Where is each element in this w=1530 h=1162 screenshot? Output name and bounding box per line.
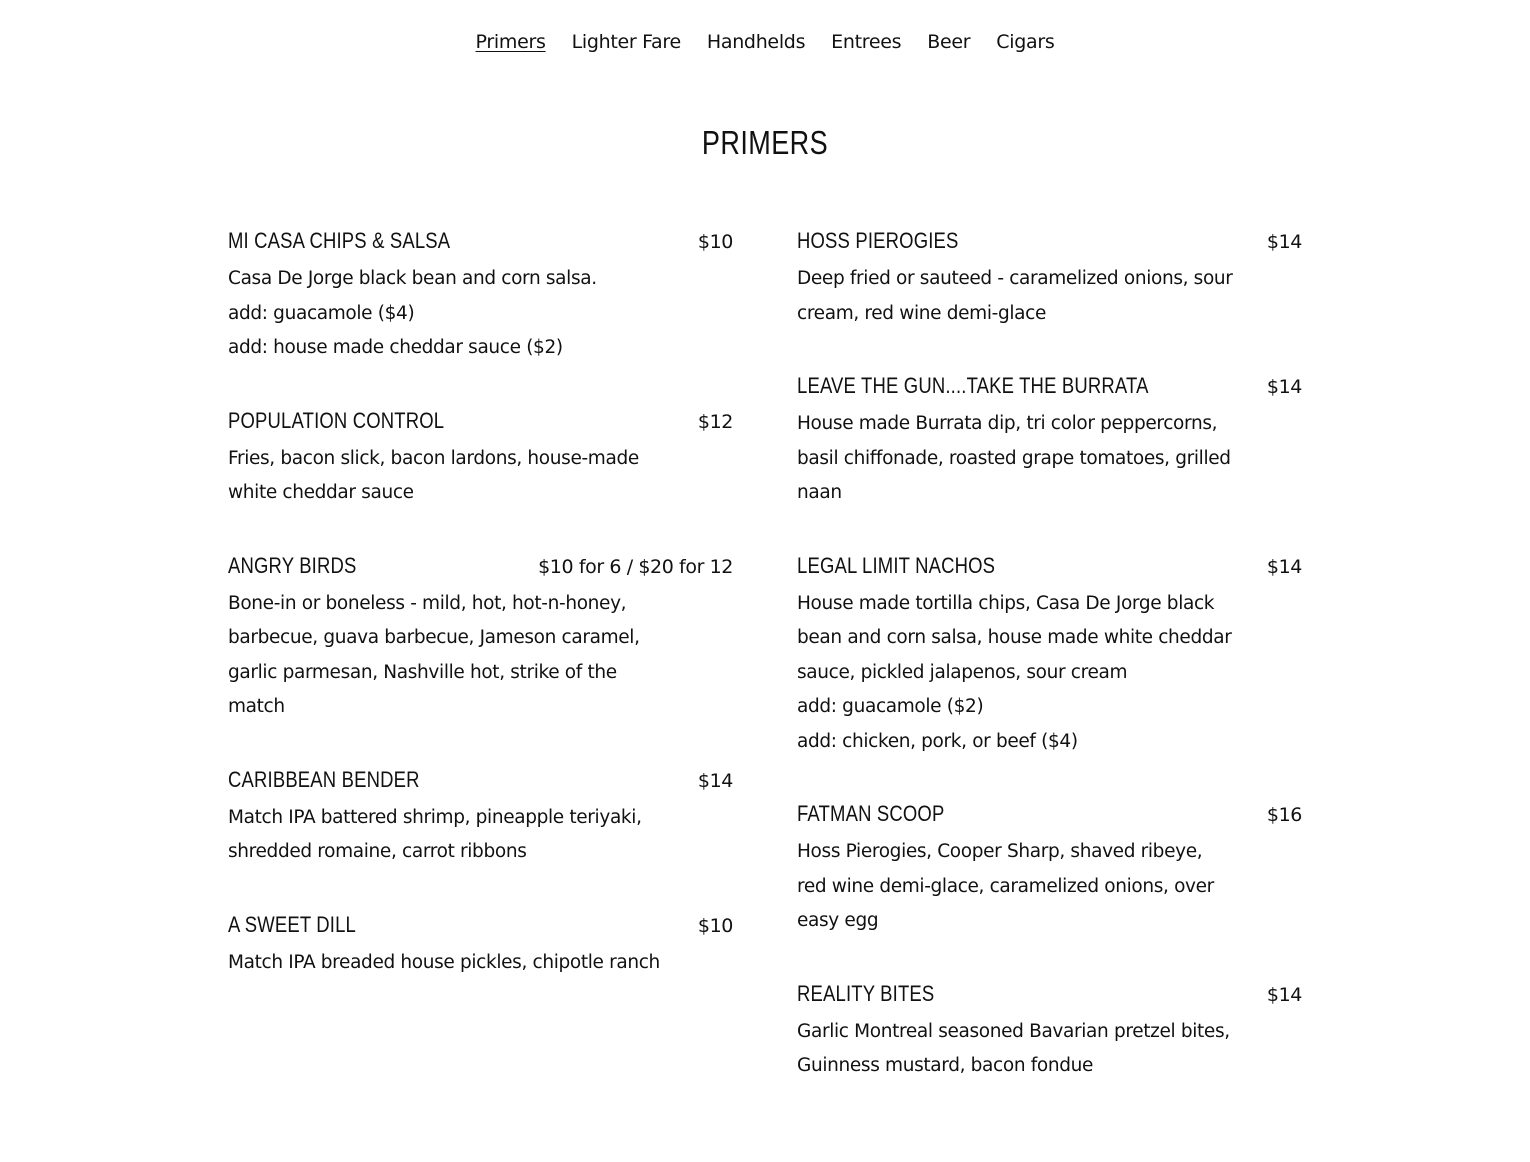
menu-item-description-block [797, 262, 1237, 331]
menu-item-price: $16 [1266, 804, 1302, 826]
menu-item-description: Garlic Montreal seasoned Bavarian pretzel bites, Guinness mustard, bacon fondue [797, 1020, 1230, 1076]
menu-item-header [228, 228, 733, 262]
menu-item [228, 912, 733, 981]
menu-item-description-block [797, 407, 1237, 511]
nav-link-lighter-fare[interactable]: Lighter Fare [571, 31, 681, 53]
menu-item-description-block [228, 442, 668, 511]
menu-item-price: $12 [697, 410, 733, 433]
menu-item-description-block [797, 835, 1237, 939]
menu-item-description: Bone-in or boneless - mild, hot, hot-n-honey, barbecue, guava barbecue, Jameson caramel, garlic parmesan, Nashville hot, strike of the match [228, 592, 640, 717]
menu-item-header [228, 408, 733, 442]
menu-column-left [228, 228, 733, 1022]
menu-item-description: Fries, bacon slick, bacon lardons, house-made white cheddar sauce [228, 447, 639, 503]
menu-item-price: $14 [1266, 983, 1302, 1006]
menu-item-description: Casa De Jorge black bean and corn salsa. [228, 268, 597, 289]
nav-link-primers[interactable]: Primers [475, 31, 546, 53]
menu-item-name: FATMAN SCOOP [797, 801, 945, 826]
menu-item-addon: add: guacamole ($4) [228, 302, 415, 324]
menu-item-description-block [228, 587, 668, 725]
menu-item-name: A SWEET DILL [228, 911, 357, 937]
menu-column-right [797, 228, 1302, 1126]
menu-item-description-block [228, 801, 668, 870]
menu-item-header [228, 767, 733, 801]
menu-item-header [228, 553, 733, 587]
menu-item-header [797, 553, 1302, 587]
menu-item-addon: add: chicken, pork, or beef ($4) [797, 730, 1078, 752]
menu-item-description: Hoss Pierogies, Cooper Sharp, shaved ribeye, red wine demi-glace, caramelized onions, over easy egg [797, 841, 1214, 931]
menu-item-header [797, 373, 1302, 407]
menu-item [228, 408, 733, 511]
menu-item [797, 981, 1302, 1084]
nav-link-handhelds[interactable]: Handhelds [706, 31, 806, 53]
menu-item-description-block [228, 946, 668, 981]
nav-link-beer[interactable]: Beer [927, 31, 971, 53]
menu-item-description: Deep fried or sauteed - caramelized onions, sour cream, red wine demi-glace [797, 268, 1233, 324]
menu-item-name: HOSS PIEROGIES [797, 228, 959, 253]
menu-item-price: $14 [1266, 555, 1302, 578]
menu-item-name: POPULATION CONTROL [228, 407, 445, 433]
menu-item-price: $14 [1266, 231, 1302, 253]
menu-item [797, 553, 1302, 760]
menu-item-description: Match IPA breaded house pickles, chipotle ranch [228, 951, 660, 973]
menu-item-addon: add: house made cheddar sauce ($2) [228, 337, 563, 358]
menu-item-addon: add: guacamole ($2) [797, 696, 984, 717]
menu-item-header [797, 981, 1302, 1015]
menu-item-description: House made tortilla chips, Casa De Jorge black bean and corn salsa, house made white cheddar sauce, pickled jalapenos, sour cream [797, 592, 1232, 683]
menu-item-price: $10 [697, 231, 733, 253]
menu-item-name: REALITY BITES [797, 980, 935, 1006]
category-nav [0, 28, 1530, 56]
menu-item [228, 553, 733, 725]
menu-item-name: LEAVE THE GUN....TAKE THE BURRATA [797, 373, 1149, 398]
menu-item-description: Match IPA battered shrimp, pineapple teriyaki, shredded romaine, carrot ribbons [228, 806, 642, 862]
menu-item [797, 228, 1302, 331]
menu-item-header [797, 228, 1302, 262]
nav-link-cigars[interactable]: Cigars [996, 31, 1055, 53]
menu-item-name: ANGRY BIRDS [228, 552, 357, 578]
menu-item [797, 373, 1302, 511]
menu-item-description-block [228, 262, 668, 366]
menu-item-price: $14 [1266, 376, 1302, 398]
menu-item-description: House made Burrata dip, tri color peppercorns, basil chiffonade, roasted grape tomatoes, grilled naan [797, 413, 1231, 503]
menu-item [228, 767, 733, 870]
menu-item-name: MI CASA CHIPS & SALSA [228, 228, 451, 253]
menu-item-header [797, 801, 1302, 835]
menu-item-name: LEGAL LIMIT NACHOS [797, 552, 996, 578]
menu-item-price: $10 for 6 / $20 for 12 [538, 555, 733, 578]
nav-link-entrees[interactable]: Entrees [831, 31, 902, 53]
menu-item-name: CARIBBEAN BENDER [228, 766, 420, 792]
menu-item-description-block [797, 587, 1237, 760]
menu-item [228, 228, 733, 366]
menu-item-price: $10 [697, 914, 733, 937]
menu-item-description-block [797, 1015, 1237, 1084]
menu-item [797, 801, 1302, 939]
menu-item-header [228, 912, 733, 946]
menu-item-price: $14 [697, 769, 733, 792]
section-title: PRIMERS [701, 124, 829, 161]
